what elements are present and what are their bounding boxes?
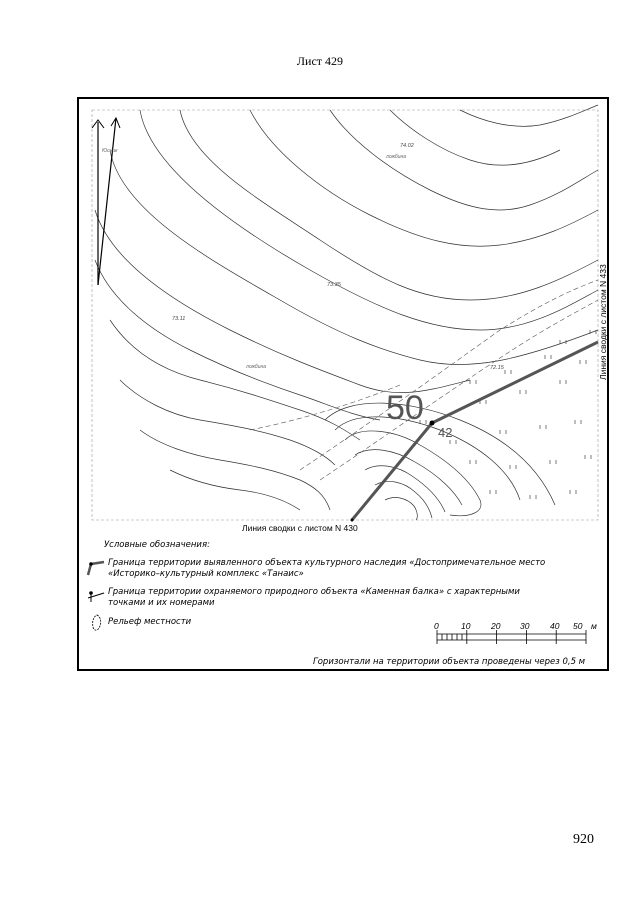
contour-lines: [95, 105, 598, 520]
contour-interval-note: Горизонтали на территории объекта проведены через 0,5 м: [313, 657, 586, 667]
elevation-label: 73.35: [327, 282, 341, 288]
elevation-label: 74.02: [400, 143, 414, 149]
north-label: Юсник: [102, 148, 118, 154]
scale-tick-label: 10: [461, 621, 471, 631]
territory-boundary: [352, 342, 598, 520]
scale-tick-label: 50: [573, 621, 583, 631]
sheet-title: Лист 429: [296, 54, 344, 68]
scale-tick-label: 30: [520, 621, 530, 631]
point-label-42: 42: [438, 425, 453, 440]
boundary-endpoint: [351, 519, 354, 522]
legend-title: Условные обозначения:: [104, 540, 210, 550]
legend-item-label: Рельеф местности: [108, 617, 192, 627]
scale-tick-label: 20: [491, 621, 501, 631]
scale-bar: [437, 630, 586, 644]
terrain-mark: ложбина: [386, 154, 407, 160]
legend-item-label: Граница территории выявленного объекта культурного наследия «Достопримечательное место «Историко–культурный комплекс «Танаис»: [108, 558, 546, 579]
north-arrow-icon: [92, 118, 120, 285]
scale-tick-label: 40: [550, 621, 560, 631]
seam-label-right: Линия сводки с листом N 433: [598, 264, 608, 380]
terrain-mark: ложбина: [246, 364, 267, 370]
elevation-label: 72.15: [490, 365, 504, 371]
page-number: 920: [573, 832, 594, 847]
scale-unit: м: [591, 621, 597, 631]
dashed-lines: [250, 280, 598, 480]
seam-label-bottom: Линия сводки с листом N 430: [242, 523, 358, 533]
point-label-50: 50: [386, 389, 424, 427]
elevation-label: 73.11: [172, 316, 186, 322]
boundary-point: [430, 421, 435, 426]
legend-item-label: Граница территории охраняемого природного объекта «Каменная балка» с характерными точками и их номерами: [108, 587, 520, 608]
relief-icon: [93, 615, 101, 630]
scale-tick-label: 0: [434, 621, 439, 631]
